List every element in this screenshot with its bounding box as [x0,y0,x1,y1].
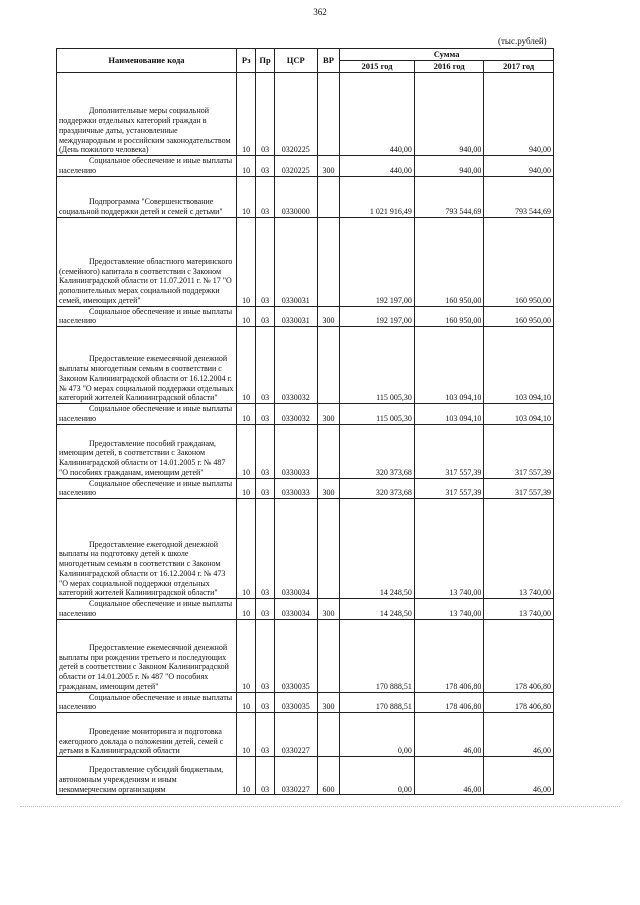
header-csr: ЦСР [274,49,317,73]
table-row [57,619,554,692]
row-sum-2017: 103 094,10 [484,404,554,425]
row-sum-2017: 13 740,00 [484,499,554,599]
row-sum-2016: 317 557,39 [414,424,484,478]
row-pr: 03 [256,619,274,692]
row-rz: 10 [236,757,255,795]
row-pr: 03 [256,499,274,599]
table-row [57,306,554,327]
row-sum-2015: 192 197,00 [340,217,415,306]
row-csr: 0330227 [274,713,317,757]
row-vr [317,713,339,757]
row-name-cell [57,73,237,156]
row-pr: 03 [256,156,274,177]
row-sum-2016: 160 950,00 [414,306,484,327]
table-row [57,404,554,425]
header-2017: 2017 год [484,61,554,73]
row-csr: 0330000 [274,176,317,217]
row-sum-2016: 940,00 [414,156,484,177]
table-row [57,327,554,404]
row-name: Социальное обеспечение и иные выплаты населению [59,306,233,326]
row-vr [317,73,339,156]
row-vr [317,499,339,599]
row-name-cell [57,424,237,478]
header-2016: 2016 год [414,61,484,73]
row-name-cell [57,619,237,692]
row-rz: 10 [236,713,255,757]
row-vr: 300 [317,156,339,177]
row-sum-2016: 103 094,10 [414,404,484,425]
row-sum-2016: 178 406,80 [414,619,484,692]
row-name: Подпрограмма "Совершенствование социальной поддержки детей и семей с детьми" [59,197,223,216]
row-sum-2016: 13 740,00 [414,599,484,620]
row-rz: 10 [236,478,255,499]
row-name: Социальное обеспечение и иные выплаты населению [59,692,233,712]
row-pr: 03 [256,73,274,156]
row-name-cell [57,499,237,599]
row-csr: 0330227 [274,757,317,795]
row-pr: 03 [256,176,274,217]
row-sum-2016: 103 094,10 [414,327,484,404]
table-row [57,757,554,795]
row-name-cell [57,156,237,177]
row-pr: 03 [256,217,274,306]
row-sum-2015: 115 005,30 [340,404,415,425]
header-name: Наименование кода [57,49,237,73]
table-row [57,73,554,156]
row-vr [317,619,339,692]
row-rz: 10 [236,306,255,327]
row-sum-2017: 103 094,10 [484,327,554,404]
table-row [57,499,554,599]
row-sum-2016: 178 406,80 [414,692,484,713]
row-vr [317,327,339,404]
row-pr: 03 [256,713,274,757]
scan-artifact-divider [20,806,620,809]
row-pr: 03 [256,404,274,425]
row-sum-2015: 440,00 [340,156,415,177]
row-vr: 300 [317,404,339,425]
row-name-cell [57,176,237,217]
header-vr: ВР [317,49,339,73]
table-row [57,176,554,217]
row-sum-2017: 160 950,00 [484,217,554,306]
row-sum-2017: 317 557,39 [484,424,554,478]
header-sum: Сумма [340,49,554,61]
row-csr: 0330031 [274,306,317,327]
row-pr: 03 [256,599,274,620]
row-sum-2015: 170 888,51 [340,619,415,692]
row-csr: 0330032 [274,327,317,404]
row-name-cell [57,217,237,306]
row-sum-2016: 46,00 [414,713,484,757]
row-name: Предоставление пособий гражданам, имеющим детей, в соответствии с Законом Калининградской области от 14.01.2005 г. № 487 "О пособиях гражданам, имеющим детей" [59,438,226,477]
table-row [57,424,554,478]
row-sum-2016: 160 950,00 [414,217,484,306]
row-sum-2017: 46,00 [484,713,554,757]
row-name: Дополнительные меры социальной поддержки отдельных категорий граждан в праздничные даты, установленные международным и российским законодательством (День пожилого человека) [59,106,231,155]
row-name: Предоставление областного материнского (семейного) капитала в соответствии с Законом Калининградской области от 11.07.2011 г. № 17 "О дополнительных мерах социальной поддержки семей, имеющих детей" [59,256,233,305]
row-sum-2017: 940,00 [484,156,554,177]
row-csr: 0330033 [274,478,317,499]
row-rz: 10 [236,692,255,713]
row-rz: 10 [236,176,255,217]
row-pr: 03 [256,757,274,795]
row-pr: 03 [256,424,274,478]
row-vr: 300 [317,478,339,499]
row-name: Предоставление ежемесячной денежной выплаты при рождении третьего и последующих детей в соответствии с Законом Калининградской области от 14.01.2005 г. № 487 "О пособиях гражданам, имеющим детей" [59,642,229,691]
row-name: Социальное обеспечение и иные выплаты населению [59,156,233,175]
row-name-cell [57,757,237,795]
table-row [57,156,554,177]
row-csr: 0330035 [274,692,317,713]
row-vr [317,424,339,478]
row-csr: 0330034 [274,599,317,620]
row-sum-2016: 793 544,69 [414,176,484,217]
row-sum-2015: 14 248,50 [340,499,415,599]
row-name-cell [57,404,237,425]
row-vr: 600 [317,757,339,795]
table-body [57,73,554,795]
row-pr: 03 [256,327,274,404]
row-sum-2017: 178 406,80 [484,692,554,713]
row-pr: 03 [256,478,274,499]
row-name-cell [57,327,237,404]
row-csr: 0330031 [274,217,317,306]
header-rz: Рз [236,49,255,73]
row-name-cell [57,692,237,713]
row-sum-2015: 115 005,30 [340,327,415,404]
row-sum-2016: 46,00 [414,757,484,795]
row-rz: 10 [236,156,255,177]
row-csr: 0330032 [274,404,317,425]
row-sum-2016: 940,00 [414,73,484,156]
row-csr: 0320225 [274,156,317,177]
row-rz: 10 [236,599,255,620]
row-vr: 300 [317,692,339,713]
row-name-cell [57,713,237,757]
row-sum-2015: 1 021 916,49 [340,176,415,217]
row-pr: 03 [256,692,274,713]
row-sum-2015: 440,00 [340,73,415,156]
table-row [57,478,554,499]
row-sum-2015: 192 197,00 [340,306,415,327]
row-sum-2015: 0,00 [340,713,415,757]
row-vr: 300 [317,306,339,327]
row-vr: 300 [317,599,339,620]
row-name: Социальное обеспечение и иные выплаты населению [59,404,233,423]
row-rz: 10 [236,327,255,404]
row-name: Социальное обеспечение и иные выплаты населению [59,599,233,618]
row-sum-2017: 13 740,00 [484,599,554,620]
row-name: Предоставление ежемесячной денежной выплаты многодетным семьям в соответствии с Законом Калининградской области от 16.12.2004 г. № 473 "О мерах социальной поддержки отдельных категорий жителей Калининградской области" [59,354,234,403]
row-sum-2016: 13 740,00 [414,499,484,599]
budget-table [56,48,554,795]
row-name: Предоставление ежегодной денежной выплаты на подготовку детей к школе многодетным семьям в соответствии с Законом Калининградской области от 16.12.2004 г. № 473 "О мерах социальной поддержки отдельных категорий жителей Калининградской области" [59,539,226,598]
row-rz: 10 [236,619,255,692]
row-sum-2017: 46,00 [484,757,554,795]
row-rz: 10 [236,424,255,478]
row-name: Социальное обеспечение и иные выплаты населению [59,478,233,498]
row-name-cell [57,306,237,327]
row-sum-2015: 320 373,68 [340,424,415,478]
row-sum-2017: 178 406,80 [484,619,554,692]
row-vr [317,217,339,306]
page-number: 362 [313,7,327,17]
row-sum-2015: 0,00 [340,757,415,795]
row-sum-2016: 317 557,39 [414,478,484,499]
row-rz: 10 [236,404,255,425]
row-name: Проведение мониторинга и подготовка ежегодного доклада о положении детей, семей с детьми в Калининградской области [59,726,224,756]
header-2015: 2015 год [340,61,415,73]
row-sum-2015: 320 373,68 [340,478,415,499]
row-sum-2017: 317 557,39 [484,478,554,499]
units-label: (тыс.рублей) [498,36,547,46]
row-csr: 0330034 [274,499,317,599]
table-row [57,217,554,306]
row-csr: 0330035 [274,619,317,692]
row-rz: 10 [236,217,255,306]
row-sum-2017: 940,00 [484,73,554,156]
row-pr: 03 [256,306,274,327]
row-rz: 10 [236,499,255,599]
row-csr: 0330033 [274,424,317,478]
row-rz: 10 [236,73,255,156]
row-vr [317,176,339,217]
table-row [57,713,554,757]
row-name-cell [57,599,237,620]
row-sum-2015: 170 888,51 [340,692,415,713]
row-sum-2015: 14 248,50 [340,599,415,620]
row-sum-2017: 160 950,00 [484,306,554,327]
row-name-cell [57,478,237,499]
row-name: Предоставление субсидий бюджетным, автономным учреждениям и иным некоммерческим организациям [59,765,224,794]
row-csr: 0320225 [274,73,317,156]
row-sum-2017: 793 544,69 [484,176,554,217]
table-row [57,599,554,620]
header-pr: Пр [256,49,274,73]
table-row [57,692,554,713]
